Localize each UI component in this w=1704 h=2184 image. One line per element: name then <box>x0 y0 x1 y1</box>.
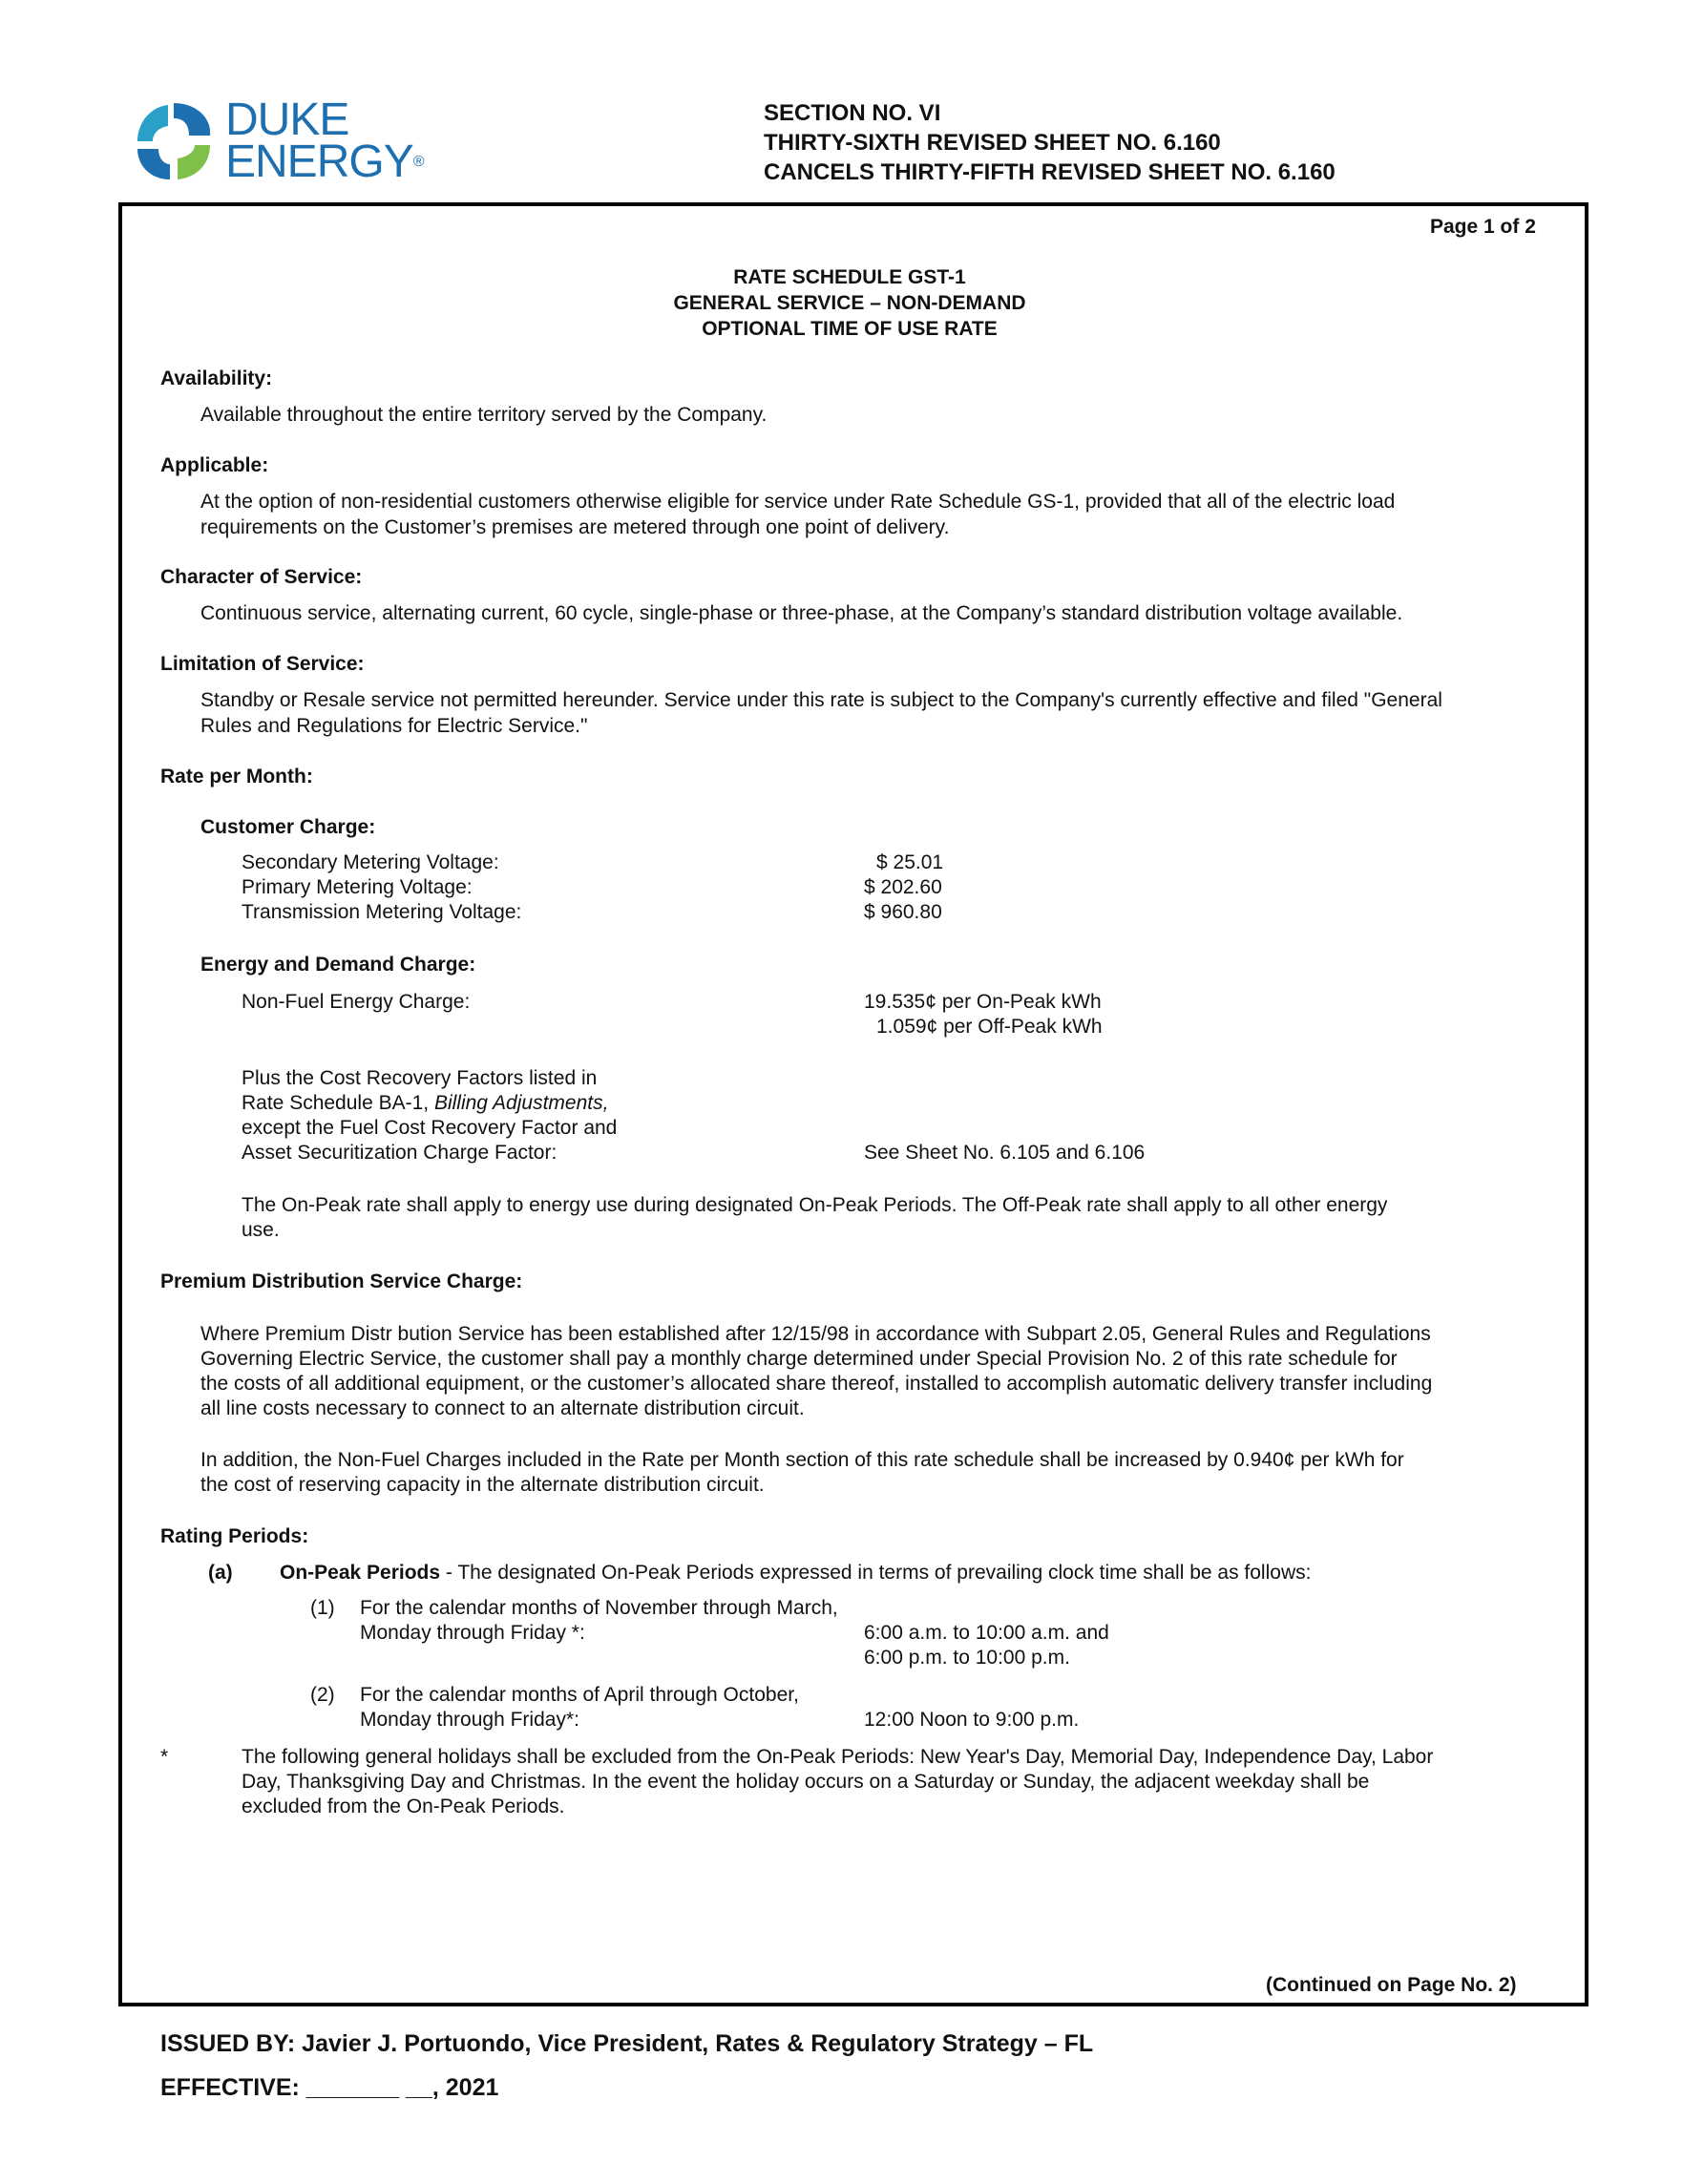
on-peak-note-line-2: use. <box>242 1219 280 1241</box>
premium-p1-line-1: Where Premium Distr bution Service has been established after 12/15/98 in accordance with Subpart 2.05, General Rules and Regulations <box>200 1323 1431 1345</box>
item-1-time-2: 6:00 p.m. to 10:00 p.m. <box>864 1647 1070 1669</box>
applicable-line-1: At the option of non-residential customers otherwise eligible for service under Rate Schedule GS-1, provided that all of the electric load <box>200 491 1396 513</box>
availability-text: Available throughout the entire territory served by the Company. <box>200 404 768 426</box>
premium-p2-line-2: the cost of reserving capacity in the alternate distribution circuit. <box>200 1474 765 1496</box>
logo-word-duke: DUKE <box>225 94 349 145</box>
plus-line-4: Asset Securitization Charge Factor: <box>242 1142 557 1164</box>
limitation-line-2: Rules and Regulations for Electric Service." <box>200 715 588 737</box>
cancels-sheet: CANCELS THIRTY-FIFTH REVISED SHEET NO. 6.160 <box>764 159 1336 185</box>
item-1-number: (1) <box>310 1597 335 1619</box>
off-peak-rate: 1.059¢ per Off-Peak kWh <box>876 1016 1103 1038</box>
footnote-line-3: excluded from the On-Peak Periods. <box>242 1796 565 1817</box>
item-1-line-2: Monday through Friday *: <box>360 1622 585 1644</box>
on-peak-note-line-1: The On-Peak rate shall apply to energy use during designated On-Peak Periods. The Off-Peak rate shall apply to all other energy <box>242 1194 1388 1216</box>
issued-by: ISSUED BY: Javier J. Portuondo, Vice President, Rates & Regulatory Strategy – FL <box>160 2030 1094 2057</box>
on-peak-rate: 19.535¢ per On-Peak kWh <box>864 991 1102 1013</box>
page-label: Page 1 of 2 <box>1430 216 1536 238</box>
secondary-voltage-value: $ 25.01 <box>876 851 944 873</box>
logo-word-energy <box>225 136 424 187</box>
character-heading: Character of Service: <box>160 566 363 588</box>
item-1-line-1: For the calendar months of November through March, <box>360 1597 838 1619</box>
premium-p1-line-4: all line costs necessary to connect to an alternate distribution circuit. <box>200 1397 805 1419</box>
on-peak-periods-title: On-Peak Periods <box>280 1562 441 1584</box>
title-line-3: OPTIONAL TIME OF USE RATE <box>702 318 998 340</box>
see-sheet-reference: See Sheet No. 6.105 and 6.106 <box>864 1142 1146 1164</box>
item-1-time-1: 6:00 a.m. to 10:00 a.m. and <box>864 1622 1109 1644</box>
revised-sheet: THIRTY-SIXTH REVISED SHEET NO. 6.160 <box>764 130 1221 156</box>
plus-line-2 <box>242 1091 608 1117</box>
title-line-1: RATE SCHEDULE GST-1 <box>733 266 966 288</box>
applicable-heading: Applicable: <box>160 454 269 476</box>
billing-adjustments-italic: Billing Adjustments, <box>433 1092 609 1114</box>
premium-p1-line-2: Governing Electric Service, the customer shall pay a monthly charge determined under Special Provision No. 2 of this rate schedule for <box>200 1348 1398 1370</box>
duke-energy-swirl-icon <box>130 97 218 185</box>
continued-label: (Continued on Page No. 2) <box>1266 1974 1517 1996</box>
limitation-heading: Limitation of Service: <box>160 653 365 675</box>
item-2-line-2: Monday through Friday*: <box>360 1709 579 1731</box>
energy-demand-heading: Energy and Demand Charge: <box>200 954 476 976</box>
logo-word-energy-text: ENERGY <box>225 136 413 187</box>
availability-heading: Availability: <box>160 368 273 389</box>
item-2-line-1: For the calendar months of April through October, <box>360 1684 799 1706</box>
transmission-voltage-value: $ 960.80 <box>864 901 942 923</box>
registered-mark: ® <box>412 154 424 170</box>
premium-p1-line-3: the costs of all additional equipment, or the customer’s allocated share thereof, installed to accomplish automatic delivery transfer including <box>200 1373 1433 1395</box>
secondary-voltage-label: Secondary Metering Voltage: <box>242 851 499 873</box>
transmission-voltage-label: Transmission Metering Voltage: <box>242 901 522 923</box>
footnote-line-2: Day, Thanksgiving Day and Christmas. In the event the holiday occurs on a Saturday or Sunday, the adjacent weekday shall be <box>242 1771 1370 1793</box>
plus-line-2-text: Rate Schedule BA-1, <box>242 1092 434 1114</box>
rating-heading: Rating Periods: <box>160 1525 309 1547</box>
item-2-number: (2) <box>310 1684 335 1706</box>
primary-voltage-label: Primary Metering Voltage: <box>242 876 473 898</box>
applicable-line-2: requirements on the Customer’s premises are metered through one point of delivery. <box>200 516 950 538</box>
plus-line-3: except the Fuel Cost Recovery Factor and <box>242 1117 618 1139</box>
non-fuel-label: Non-Fuel Energy Charge: <box>242 991 471 1013</box>
title-line-2: GENERAL SERVICE – NON-DEMAND <box>673 292 1026 314</box>
rate-heading: Rate per Month: <box>160 766 313 788</box>
duke-energy-logo <box>130 94 424 191</box>
plus-line-1: Plus the Cost Recovery Factors listed in <box>242 1067 598 1089</box>
rating-a-label: (a) <box>208 1562 233 1584</box>
item-2-time: 12:00 Noon to 9:00 p.m. <box>864 1709 1080 1731</box>
on-peak-periods-line <box>280 1561 1311 1586</box>
effective-date: EFFECTIVE: _______ __, 2021 <box>160 2074 499 2101</box>
character-text: Continuous service, alternating current, 60 cycle, single-phase or three-phase, at the Company’s standard distribution voltage available. <box>200 602 1403 624</box>
footnote-mark: * <box>160 1746 169 1768</box>
premium-heading: Premium Distribution Service Charge: <box>160 1270 523 1292</box>
customer-charge-heading: Customer Charge: <box>200 816 376 838</box>
on-peak-periods-text: - The designated On-Peak Periods expressed in terms of prevailing clock time shall be as follows: <box>440 1562 1312 1584</box>
limitation-line-1: Standby or Resale service not permitted hereunder. Service under this rate is subject to the Company's currently effective and filed "General <box>200 689 1442 711</box>
section-number: SECTION NO. VI <box>764 100 941 126</box>
premium-p2-line-1: In addition, the Non-Fuel Charges included in the Rate per Month section of this rate schedule shall be increased by 0.940¢ per kWh for <box>200 1449 1404 1471</box>
footnote-line-1: The following general holidays shall be excluded from the On-Peak Periods: New Year's Day, Memorial Day, Independence Day, Labor <box>242 1746 1434 1768</box>
primary-voltage-value: $ 202.60 <box>864 876 942 898</box>
